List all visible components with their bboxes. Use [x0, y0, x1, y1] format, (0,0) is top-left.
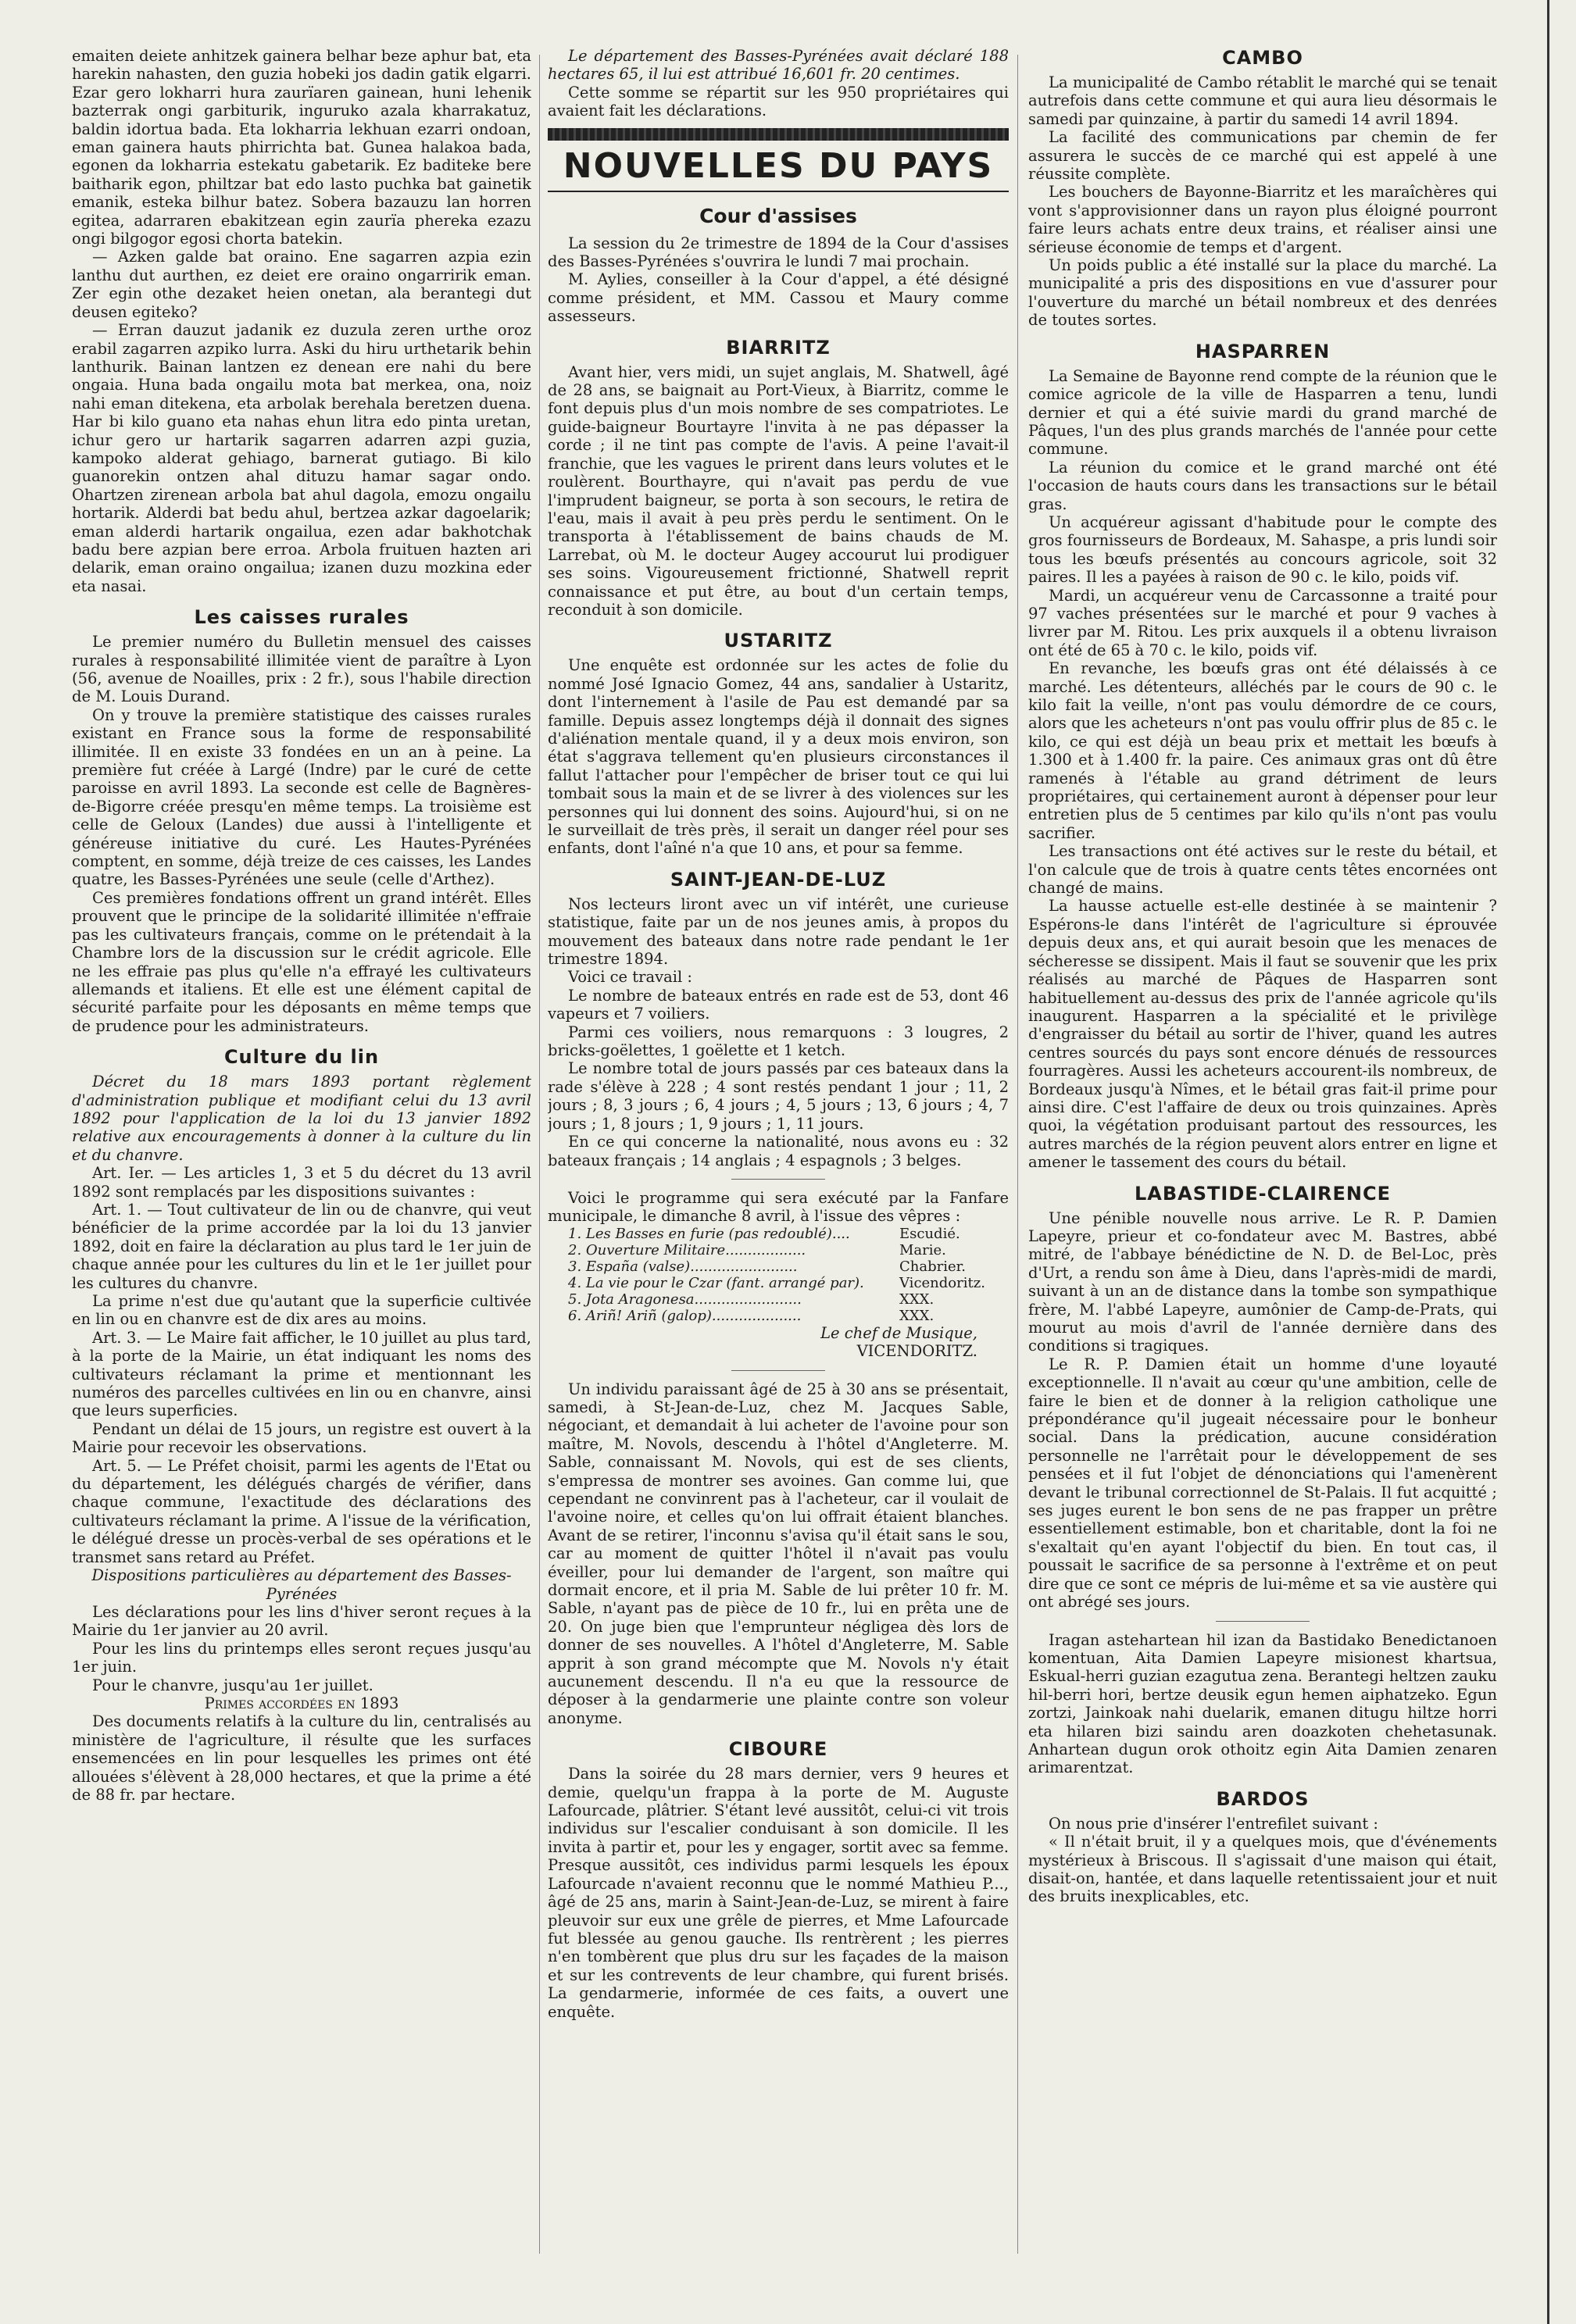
sjdl-paragraph-5: Le nombre total de jours passés par ces bateaux dans la rade s'élève à 228 ; 4 sont restés pendant 1 jour ; 11, 2 jours ; 8, 3 jours ; 6, 4 jours ; 4, 5 jours ; 13, 6 jours ; 4, 7 jours ; 1, 8 jours ; 1, 9 jours ; 1, 11 jours.: [548, 1059, 1009, 1133]
lin-documents: Des documents relatifs à la culture du lin, centralisés au ministère de l'agriculture, il résulte que les surfaces ensemencées en lin pour lesquelles les primes ont été allouées s'élèvent à 28,000 hectares, et que la prime a été de 88 fr. par hectare.: [72, 1712, 531, 1804]
intro-paragraph-1: Le département des Basses-Pyrénées avait déclaré 188 hectares 65, il lui est attribué 16,601 fr. 20 centimes.: [548, 47, 1009, 84]
sjdl-paragraph-6: En ce qui concerne la nationalité, nous avons eu : 32 bateaux français ; 14 anglais ; 4 espagnols ; 3 belges.: [548, 1133, 1009, 1169]
heading-ciboure: CIBOURE: [728, 1738, 828, 1761]
sjdl-paragraph-2: Voici ce travail :: [568, 968, 692, 987]
caisses-paragraph-3: Ces premières fondations offrent un grand intérêt. Elles prouvent que le principe de la solidarité illimitée n'effraie pas les cultivateurs français, comme on le prétendait à la Chambre lors de la discussion sur le crédit agricole. Elle ne les effraie pas plus qu'elle n'a effrayé les cultivateurs allemands et italiens. Et elle est une élément capital de sécurité parfaite pour les déposants en même temps que de prudence pour les administrateurs.: [72, 888, 531, 1035]
program-item: 4. La vie pour le Czar (fant. arrangé par). Vicendoritz.: [568, 1274, 985, 1291]
column-1: [72, 47, 531, 2293]
hasparren-paragraph-1: La Semaine de Bayonne rend compte de la réunion que le comice agricole de la ville de Hasparren a tenu, lundi dernier et qui a été suivie mardi du grand marché de Pâques, l'un des plus grands marchés de l'année pour cette commune.: [1028, 366, 1497, 459]
hasparren-paragraph-3: Un acquéreur agissant d'habitude pour le compte des gros fournisseurs de Bordeaux, M. Sahaspe, a pris lundi soir tous les bœufs présentés au concours agricole, soit 32 paires. Il les a payées à raison de 90 c. le kilo, poids vif.: [1028, 512, 1497, 587]
lin-art-1er: Art. Ier. — Les articles 1, 3 et 5 du décret du 13 avril 1892 sont remplacés par les dispositions suivantes :: [72, 1164, 531, 1201]
cambo-paragraph-1: La municipalité de Cambo rétablit le marché qui se tenait autrefois dans cette commune et qui aura lieu désormais le samedi par quinzaine, à partir du samedi 14 avril 1894.: [1028, 73, 1497, 128]
caisses-paragraph-2: On y trouve la première statistique des caisses rurales existant en France sous la forme de responsabilité illimitée. Il en existe 33 fondées en un an à peine. La première fut créée à Largé (Indre) par le curé de cette paroisse en avril 1893. La seconde est celle de Bagnères-de-Bigorre créée presqu'en même temps. La troisième est celle de Geloux (Landes) due aussi à l'intelligente et généreuse initiative du curé. Les Hautes-Pyrénées comptent, en somme, déjà treize de ces caisses, les Landes quatre, les Basses-Pyrénées une seule (celle d'Arthez).: [72, 705, 531, 889]
lin-declarations-chanvre: Pour le chanvre, jusqu'au 1er juillet.: [92, 1676, 373, 1694]
labastide-paragraph-1: Une pénible nouvelle nous arrive. Le R. P. Damien Lapeyre, prieur et co-fondateur avec M. Bastres, abbé mitré, de l'abbaye bénédictine de N. D. de Bel-Loc, près d'Urt, a rendu son âme à Dieu, dans l'après-midi de mardi, suivant à un an de distance dans la tombe son sympathique frère, M. l'abbé Lapeyre, aumônier de Camp-de-Prats, qui mourut au mois d'avril de l'année dernière dans des conditions si tragiques.: [1028, 1208, 1497, 1355]
heading-hasparren: HASPARREN: [1195, 340, 1331, 362]
separator: [731, 1370, 825, 1371]
heading-culture-du-lin: Culture du lin: [223, 1046, 380, 1069]
signature-role: Le chef de Musique,: [820, 1323, 977, 1342]
lin-art-3: Art. 3. — Le Maire fait afficher, le 10 juillet au plus tard, à la porte de la Mairie, un état indiquant les noms des cultivateurs réclamant la prime et mentionnant les numéros des parcelles cultivées en lin ou en chanvre, ainsi que leurs superficies.: [72, 1328, 531, 1420]
hasparren-paragraph-6: Les transactions ont été actives sur le reste du bétail, et l'on calcule que de trois à quatre cents têtes encornées ont changé de mains.: [1028, 842, 1497, 898]
ciboure-paragraph: Dans la soirée du 28 mars dernier, vers 9 heures et demie, quelqu'un frappa à la porte de M. Auguste Lafourcade, plâtrier. S'étant levé aussitôt, celui-ci vit trois individus sur l'escalier conduisant à son domicile. Il les invita à partir et, pour les y engager, sortit avec sa femme. Presque aussitôt, ces individus parmi lesquels les époux Lafourcade n'avaient reconnu que le nommé Mathieu P..., âgé de 25 ans, marin à Saint-Jean-de-Luz, se mirent à faire pleuvoir sur eux une grêle de pierres, et Mme Lafourcade fut blessée au genou gauche. Ils rentrèrent ; les pierres n'en tombèrent que plus dru sur les façades de la maison et sur les contrevents de leur chambre, qui furent brisés. La gendarmerie, informée de ces faits, a ouvert une enquête.: [548, 1765, 1009, 2021]
lin-primes-heading: Primes accordées en 1893: [204, 1694, 399, 1712]
hasparren-paragraph-7: La hausse actuelle est-elle destinée à se maintenir ? Espérons-le dans l'intérêt de l'agriculture si éprouvée depuis deux ans, et qui aurait besoin que les menaces de sécheresse se dissipent. Mais il faut se souvenir que les prix réalisés au marché de Pâques de Hasparren sont habituellement au-dessus des prix de l'année agricole qu'ils inaugurent. Hasparren a la spécialité et le privilège d'engraisser du bétail au sortir de l'hiver, quand les autres centres sourcés du pays sont encore dénués de ressources fourragères. Aussi les acheteurs accourent-ils nombreux, de Bordeaux jusqu'à Nîmes, et le bétail gras fait-il prime pour ainsi dire. C'est l'affaire de deux ou trois quinzaines. Après quoi, la végétation produisant partout des ressources, les autres marchés de la région peuvent alors entrer en ligne et amener le tassement des cours du bétail.: [1028, 897, 1497, 1172]
heading-biarritz: BIARRITZ: [726, 336, 831, 359]
program-item: 6. Ariñ! Ariñ (galop).................... XXX.: [568, 1307, 935, 1324]
sjdl-paragraph-7: Voici le programme qui sera exécuté par la Fanfare municipale, le dimanche 8 avril, à l'issue des vêpres :: [548, 1188, 1009, 1226]
lin-delai: Pendant un délai de 15 jours, un registre est ouvert à la Mairie pour recevoir les observations.: [72, 1419, 531, 1457]
column-rule-2: [1017, 55, 1018, 2254]
heading-saint-jean-de-luz: SAINT-JEAN-DE-LUZ: [670, 868, 887, 891]
basque-paragraph-1: emaiten deiete anhitzek gainera belhar beze aphur bat, eta harekin nahasten, den guzia hobeki jos dadin gatik elgarri. Ezar gero lokharri hura zaurïaren gainean, huni lehenik bazterrak ongi garbiturik, inguruko azala kharrakatuz, baldin idortua bada. Eta lokharria lekhuan ezarri ondoan, eman gainera hauts phirrichta bat. Gunea halakoa bada, egonen da lokharria estekatu gabetarik. Ez baditeke bere baitharik egon, philtzar bat edo lasto puchka bat gainetik emanik, esteka bilhur batez. Sobera bazauzu lan horren egitea, adarraren ebakitzean egin zaurïa phereka ezazu ongi bilgogor egosi chorta batekin.: [72, 47, 531, 248]
sjdl-paragraph-8: Un individu paraissant âgé de 25 à 30 ans se présentait, samedi, à St-Jean-de-Luz, chez M. Jacques Sable, négociant, et demandait à lui acheter de l'avoine pour son maître, M. Novols, descendu à l'hôtel d'Angleterre. M. Sable, connaissant M. Novols, qui est de ses clients, s'empressa de montrer ses avoines. Gan comme lui, que cependant ne convinrent pas à l'acheteur, car il voulait de l'avoine noire, et celles qu'on lui offrait étaient blanches. Avant de se retirer, l'inconnu s'avisa qu'il était sans le sou, car au moment de quitter l'hôtel il n'avait pas voulu éveiller, pour lui demander de l'argent, son maître qui dormait encore, et il pria M. Sable de lui prêter 10 fr. M. Sable, n'ayant pas de pièce de 10 fr., lui en prêta une de 20. On juge bien que l'emprunteur négligea dès lors de donner de ses nouvelles. A l'hôtel d'Angleterre, M. Sable apprit à son grand mécompte que M. Novols n'y était aucunement descendu. Il n'a eu que la ressource de déposer à la gendarmerie une plainte contre son voleur anonyme.: [548, 1380, 1009, 1727]
column-rule-1: [539, 55, 540, 2254]
lin-art-5: Art. 5. — Le Préfet choisit, parmi les agents de l'Etat ou du département, les délégués chargés de vérifier, dans chaque commune, l'exactitude des déclarations des cultivateurs réclamant la prime. A l'issue de la vérification, le délégué dresse un procès-verbal de ses opérations et le transmet sans retard au Préfet.: [72, 1456, 531, 1566]
assises-paragraph-2: M. Aylies, conseiller à la Cour d'appel, a été désigné comme président, et MM. Cassou et Maury comme assesseurs.: [548, 270, 1009, 326]
column-3: [1028, 47, 1497, 2293]
program-item: 5. Jota Aragonesa........................ XXX.: [568, 1291, 935, 1308]
column-2: [548, 47, 1009, 2293]
decorative-bar: [548, 128, 1009, 141]
heading-cour-assises: Cour d'assises: [699, 204, 857, 227]
lin-prime: La prime n'est due qu'autant que la superficie cultivée en lin ou en chanvre est de dix ares au moins.: [72, 1292, 531, 1329]
hasparren-paragraph-5: En revanche, les bœufs gras ont été délaissés à ce marché. Les détenteurs, alléchés par le cours de 90 c. le kilo fait la veille, n'ont pas voulu démordre de ce cours, alors que les acheteurs n'ont pas voulu offrir plus de 85 c. le kilo, ce qui est déjà un beau prix et mettait les bœufs à 1.300 et à 1.400 fr. la paire. Ces animaux gras ont dû être ramenés à l'étable au grand détriment de leurs propriétaires, qui certainement auront à dépenser pour leur entretien plus de 5 centimes par kilo qu'ils n'ont pas voulu sacrifier.: [1028, 659, 1497, 842]
labastide-paragraph-2: Le R. P. Damien était un homme d'une loyauté exceptionnelle. Il n'avait au cœur qu'une ambition, celle de faire le bien et de donner à la religion catholique une prépondérance qu'il jugeait nécessaire pour le bonheur social. Dans la prédication, aucune considération personnelle ne l'arrêtait pour le développement de ses pensées et il fut l'objet de dénonciations qui l'amenèrent devant le tribunal correctionnel de St-Palais. Il fut acquitté ; ses juges eurent le bon sens de ne pas frapper un prêtre essentiellement estimable, bon et charitable, dont la foi ne s'exaltait qu'en ayant l'objectif du bien. En tout cas, il poussait le sacrifice de sa personne à l'extrême et on peut dire que ce sont ce mépris de lui-même et sa vie austère qui ont abrégé ses jours.: [1028, 1355, 1497, 1612]
heading-labastide-clairence: LABASTIDE-CLAIRENCE: [1135, 1182, 1391, 1205]
lin-declarations-hiver: Les déclarations pour les lins d'hiver seront reçues à la Mairie du 1er janvier au 20 avril.: [72, 1602, 531, 1640]
heading-caisses-rurales: Les caisses rurales: [194, 606, 409, 629]
separator: [731, 1179, 825, 1180]
cambo-paragraph-3: Les bouchers de Bayonne-Biarritz et les maraîchères qui vont s'approvisionner dans un rayon plus éloigné pourront faire leurs achats entre deux trains, et réaliser ainsi une sérieuse économie de temps et d'argent.: [1028, 183, 1497, 256]
hasparren-paragraph-2: La réunion du comice et le grand marché ont été l'occasion de hauts cours dans les transactions sur le bétail gras.: [1028, 458, 1497, 513]
heading-bardos: BARDOS: [1216, 1787, 1310, 1810]
heading-ustaritz: USTARITZ: [724, 630, 833, 652]
labastide-paragraph-basque: Iragan astehartean hil izan da Bastidako Benedictanoen komentuan, Aita Damien Lapeyre misionest khartsua, Eskual-herri guzian ezagutua zena. Berantegi heltzen zauku hil-berri hori, bertze deusik egun hemen aiphatzeko. Egun zortzi, Jainkoak nahi duelarik, emanen ditugu hiltze horri eta hilaren bizi saindu aren doazkoten chehetasunak. Anhartean dugun orok othoitz egin Aita Damien zenaren arimarentzat.: [1028, 1630, 1497, 1777]
sjdl-paragraph-3: Le nombre de bateaux entrés en rade est de 53, dont 46 vapeurs et 7 voiliers.: [548, 986, 1009, 1023]
intro-paragraph-2: Cette somme se répartit sur les 950 propriétaires qui avaient fait les déclarations.: [548, 83, 1009, 120]
hasparren-paragraph-4: Mardi, un acquéreur venu de Carcassonne a traité pour 97 vaches présentées sur le marché et pour 9 vaches à livrer par M. Ritou. Les prix auxquels il a obtenu livraison ont été de 65 à 70 c. le kilo, poids vif.: [1028, 586, 1497, 659]
program-item: 3. España (valse)........................ Chabrier.: [568, 1258, 966, 1275]
basque-paragraph-3: — Erran dauzut jadanik ez duzula zeren urthe oroz erabil zagarren azpiko lurra. Aski du hiru urthetarik behin lanthurik. Bainan lantzen ez denean ere nahi du bere ongaia. Huna bada ongailu mota bat merkea, ona, noiz nahi eman ditekena, eta arbolak berehala beretzen duena. Har bi kilo guano eta nahas ehun litra edo pinta uretan, ichur gero ur hartarik sagarren adarren azpi guzia, kampoko alderat gehiago, barnerat gutiago. Bi kilo guanorekin ontzen ahal dituzu hamar sagar ondo. Ohartzen zirenean arbola bat ahul dagola, emozu ongailu hortarik. Alderdi bat bedu ahul, bertzea azkar dagoelarik; eman alderdi hartarik ongailua, ezen adar bakhotchak badu bere azpian bere erroa. Arbola fruituen hazten ari delarik, eman oraino ongailua; izanen duzu mozkina eder eta nasai.: [72, 321, 531, 595]
assises-paragraph-1: La session du 2e trimestre de 1894 de la Cour d'assises des Basses-Pyrénées s'ouvrira le lundi 7 mai prochain.: [548, 234, 1009, 271]
lin-declarations-printemps: Pour les lins du printemps elles seront reçues jusqu'au 1er juin.: [72, 1639, 531, 1676]
ustaritz-paragraph: Une enquête est ordonnée sur les actes de folie du nommé José Ignacio Gomez, 44 ans, sandalier à Ustaritz, dont l'internement à l'asile de Pau est demandé par sa famille. Depuis assez longtemps déjà il donnait des signes d'aliénation mentale quand, il y a deux mois environ, son état s'aggrava tellement qu'en plusieurs circonstances il fallut l'attacher pour l'empêcher de briser tout ce qui lui tombait sous la main et de se livrer à des violences sur les personnes qui lui donnent des soins. Aujourd'hui, si on ne le surveillait de très près, il serait un danger réel pour ses enfants, dont l'aîné n'a que 10 ans, et pour sa femme.: [548, 656, 1009, 858]
signature-name: VICENDORITZ.: [856, 1342, 977, 1361]
separator: [1216, 1621, 1310, 1622]
cambo-paragraph-2: La facilité des communications par chemin de fer assurera le succès de ce marché qui est appelé à une réussite complète.: [1028, 128, 1497, 184]
program-item: 1. Les Basses en furie (pas redoublé).... Escudié.: [568, 1225, 960, 1242]
lin-art-1: Art. 1. — Tout cultivateur de lin ou de chanvre, qui veut bénéficier de la prime accordée par la loi du 13 janvier 1892, doit en faire la déclaration au plus tard le 1er juin de chaque année pour les cultures du lin et le 1er juillet pour les cultures du chanvre.: [72, 1200, 531, 1292]
caisses-paragraph-1: Le premier numéro du Bulletin mensuel des caisses rurales à responsabilité illimitée vient de paraître à Lyon (56, avenue de Noailles, prix : 2 fr.), sous l'habile direction de M. Louis Durand.: [72, 633, 531, 706]
section-masthead: NOUVELLES DU PAYS: [548, 145, 1009, 192]
bardos-paragraph-1: On nous prie d'insérer l'entrefilet suivant :: [1049, 1814, 1378, 1833]
sjdl-paragraph-1: Nos lecteurs liront avec un vif intérêt, une curieuse statistique, faite par un de nos jeunes amis, à propos du mouvement des bateaux dans notre rade pendant le 1er trimestre 1894.: [548, 894, 1009, 969]
sjdl-paragraph-4: Parmi ces voiliers, nous remarquons : 3 lougres, 2 bricks-goëlettes, 1 goëlette et 1 ketch.: [548, 1023, 1009, 1060]
program-item: 2. Ouverture Militaire.................. Marie.: [568, 1241, 946, 1258]
lin-decret: Décret du 18 mars 1893 portant règlement d'administration publique et modifiant celui du 13 avril 1892 pour l'application de la loi du 13 janvier 1892 relative aux encouragements à donner à la culture du lin et du chanvre.: [72, 1073, 531, 1164]
page-edge-rule: [1547, 0, 1549, 2324]
basque-paragraph-2: — Azken galde bat oraino. Ene sagarren azpia ezin lanthu dut aurthen, ez deiet ere oraino ongarririk eman. Zer egin othe dezaket heien onetan, ala berantegi dut deusen egiteko?: [72, 248, 531, 321]
heading-cambo: CAMBO: [1222, 47, 1303, 69]
bardos-paragraph-2: « Il n'était bruit, il y a quelques mois, que d'événements mystérieux à Briscous. Il s'agissait d'une maison qui était, disait-on, hantée, et dans laquelle retentissaient jour et nuit des bruits inexplicables, etc.: [1028, 1833, 1497, 1906]
cambo-paragraph-4: Un poids public a été installé sur la place du marché. La municipalité a pris des dispositions en vue d'assurer pour l'ouverture du marché un bétail nombreux et des denrées de toutes sortes.: [1028, 256, 1497, 330]
lin-dispositions: Dispositions particulières au département des Basses-Pyrénées: [91, 1566, 512, 1603]
biarritz-paragraph: Avant hier, vers midi, un sujet anglais, M. Shatwell, âgé de 28 ans, se baignait au Port-Vieux, à Biarritz, comme le font depuis plus d'un mois nombre de ses compatriotes. Le guide-baigneur Bourtayre l'invita à ne pas dépasser la corde ; il ne tint pas compte de l'avis. A peine l'avait-il franchie, que les vagues le prirent dans leurs volutes et le roulèrent. Bourthayre, qui n'avait pas perdu de vue l'imprudent baigneur, se porta à son secours, le retira de l'eau, mais il avait à peu près perdu le sentiment. On le transporta à l'établissement de bains chauds de M. Larrebat, où M. le docteur Augey accourut lui prodiguer ses soins. Vigoureusement frictionné, Shatwell reprit connaissance et put être, au bout d'un certain temps, reconduit à son domicile.: [548, 362, 1009, 619]
